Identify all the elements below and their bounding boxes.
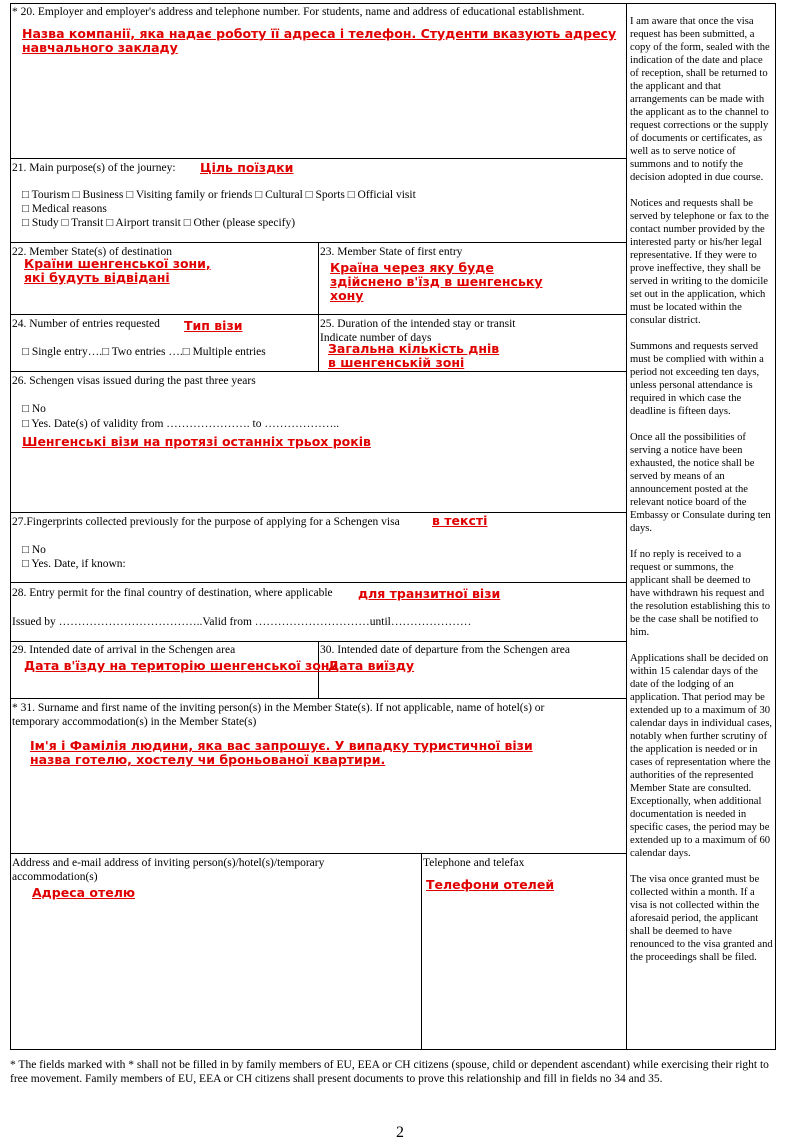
divider	[10, 158, 626, 159]
divider	[10, 582, 626, 583]
legal-paragraph: Summons and requests served must be complied with within a period not exceeding ten days, unless personal attendance is required in which case the deadline is fifteen days.	[630, 341, 764, 417]
field-21-label: 21. Main purpose(s) of the journey:	[12, 162, 176, 174]
footnote: * The fields marked with * shall not be filled in by family members of EU, EEA or CH citizens (spouse, child or dependent ascendant) while exercising their right to free movement. Family members of EU, EEA or CH citizens shall present documents to prove this relationship and fill in fields no 34 and 35.	[10, 1059, 769, 1085]
field-20-note: Назва компанії, яка надає роботу її адреса і телефон. Студенти вказують адресу	[22, 26, 617, 41]
field-23-note: хону	[330, 288, 364, 303]
field-31-note: Ім'я і Фамілія людини, яка вас запрошує. У випадку туристичної візи	[30, 738, 533, 753]
field-27-note: в тексті	[432, 513, 488, 528]
field-22-note: які будуть відвідані	[24, 270, 170, 285]
field-26-label: 26. Schengen visas issued during the past three years	[12, 375, 256, 387]
field-25-note: Загальна кількість днів	[328, 341, 500, 356]
address-note: Адреса отелю	[32, 885, 136, 900]
field-24-label: 24. Number of entries requested	[12, 318, 160, 330]
purpose-options[interactable]: □ Study □ Transit □ Airport transit □ Other (please specify)	[22, 217, 296, 229]
divider	[10, 853, 626, 854]
field-30-label: 30. Intended date of departure from the Schengen area	[320, 644, 571, 656]
page-number: 2	[396, 1124, 404, 1141]
legal-paragraph: Once all the possibilities of serving a notice have been exhausted, the notice shall be served by means of an announcement posted at the relevant notice board of the Embassy or Consulate during ten days.	[630, 432, 771, 534]
field-25-note: в шенгенській зоні	[328, 355, 465, 370]
field-28-label: 28. Entry permit for the final country of destination, where applicable	[12, 587, 333, 599]
purpose-options[interactable]: □ Tourism □ Business □ Visiting family or friends □ Cultural □ Sports □ Official visit	[22, 189, 416, 201]
telephone-label: Telephone and telefax	[423, 857, 525, 869]
divider	[10, 698, 626, 699]
legal-paragraph: Applications shall be decided on within 15 calendar days of the date of the lodging of an application. That period may be extended up to a maximum of 30 calendar days in individual cases, notably when further scrutiny of the application is needed or in cases of representation where the authorities of the represented Member State are consulted. Exceptionally, when additional documentation is needed in specific cases, the period may be extended up to a maximum of 60 calendar days.	[630, 653, 773, 859]
field-22-note: Країни шенгенської зони,	[24, 256, 211, 271]
field-20-label: * 20. Employer and employer's address and telephone number. For students, name and address of educational establishment.	[12, 6, 585, 18]
entry-permit-line[interactable]: Issued by ………………………………..Valid from …………………………until…………………	[12, 616, 472, 628]
field-30-note: Дата виїзду	[328, 658, 415, 673]
entries-options[interactable]: □ Single entry….□ Two entries ….□ Multiple entries	[22, 346, 266, 358]
field-31-label: * 31. Surname and first name of the inviting person(s) in the Member State(s). If not applicable, name of hotel(s) or	[12, 702, 545, 714]
field-24-note: Тип візи	[184, 318, 243, 333]
legal-notice-column	[626, 3, 776, 1050]
visas-yes-checkbox[interactable]: □ Yes. Date(s) of validity from …………………. to ………………..	[22, 418, 340, 430]
legal-paragraph: If no reply is received to a request or summons, the applicant shall be deemed to have withdrawn his request and the resolution establishing this to be the case shall be notified to him.	[630, 549, 771, 638]
legal-paragraph: I am aware that once the visa request has been submitted, a copy of the form, sealed with the indication of the date and place of reception, shall be returned to the applicant and that arrangements can be made with the applicant as to the channel to request corrections or the supply of documents or certificates, as well as to serve notice of summons and to notify the decision adopted in due course.	[630, 16, 770, 183]
divider	[10, 512, 626, 513]
field-21-note: Ціль поїздки	[200, 160, 294, 175]
field-31-note: назва готелю, хостелу чи броньованої квартири.	[30, 752, 386, 767]
legal-paragraph: Notices and requests shall be served by telephone or fax to the contact number provided by the interested party or his/her legal representative. If they were to prove ineffective, they shall be served in writing to the domicile set out in the application, which must be located within the consular district.	[630, 198, 769, 326]
field-20-note: навчального закладу	[22, 40, 178, 55]
divider	[318, 242, 319, 372]
visas-no-checkbox[interactable]: □ No	[22, 403, 46, 415]
field-31-label: temporary accommodation(s) in the Member State(s)	[12, 716, 257, 728]
field-23-label: 23. Member State of first entry	[320, 246, 463, 258]
field-29-label: 29. Intended date of arrival in the Schengen area	[12, 644, 236, 656]
purpose-options[interactable]: □ Medical reasons	[22, 203, 107, 215]
field-28-note: для транзитної візи	[358, 586, 501, 601]
field-27-label: 27.Fingerprints collected previously for the purpose of applying for a Schengen visa	[12, 516, 400, 528]
fingerprints-yes-checkbox[interactable]: □ Yes. Date, if known:	[22, 558, 126, 570]
field-23-note: Країна через яку буде	[330, 260, 494, 275]
field-25-sublabel: Indicate number of days	[320, 332, 432, 344]
address-label: Address and e-mail address of inviting person(s)/hotel(s)/temporary	[12, 857, 325, 869]
field-23-note: здійснено в'їзд в шенгенську	[330, 274, 543, 289]
divider	[421, 853, 422, 1050]
field-25-label: 25. Duration of the intended stay or transit	[320, 318, 516, 330]
field-22-label: 22. Member State(s) of destination	[12, 246, 173, 258]
field-26-note: Шенгенські візи на протязі останніх трьох років	[22, 434, 371, 449]
legal-paragraph: The visa once granted must be collected within a month. If a visa is not collected within the aforesaid period, the applicant shall be deemed to have renounced to the visa granted and the proceedings shall be filed.	[630, 874, 773, 963]
fingerprints-no-checkbox[interactable]: □ No	[22, 544, 46, 556]
address-label: accommodation(s)	[12, 871, 98, 883]
telephone-note: Телефони отелей	[426, 877, 555, 892]
field-29-note: Дата в'їзду на територію шенгенської зони	[24, 658, 339, 673]
